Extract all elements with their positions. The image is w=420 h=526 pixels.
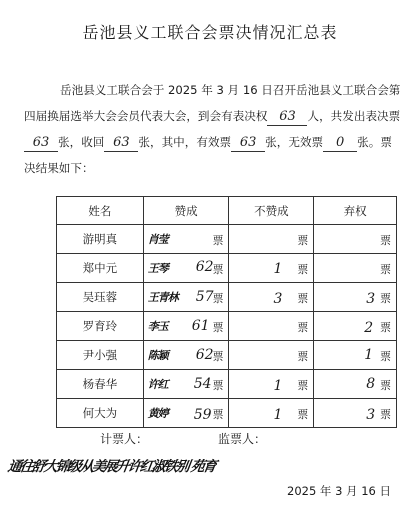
- unit-label: 票: [297, 408, 309, 421]
- document-date: 2025 年 3 月 16 日: [287, 484, 391, 498]
- unit-label: 票: [380, 263, 391, 276]
- unit-label: 票: [297, 379, 309, 392]
- unit-label: 票: [212, 234, 224, 247]
- unit-label: 票: [380, 321, 391, 334]
- candidate-name: 罗育玲: [57, 312, 144, 341]
- table-row: [57, 254, 397, 283]
- unit-label: 票: [212, 292, 224, 305]
- signature: 李玉: [147, 320, 168, 333]
- unit-label: 票: [212, 321, 224, 334]
- oppose-cell: [229, 370, 314, 399]
- monitor-label: 监票人：: [218, 432, 267, 446]
- oppose-count: 3: [273, 291, 283, 307]
- header-abstain: 弃权: [314, 197, 397, 225]
- approve-count: 57: [195, 289, 214, 305]
- oppose-count: 1: [273, 261, 283, 277]
- oppose-cell: [229, 254, 314, 283]
- approve-count: 54: [193, 376, 212, 392]
- table-row: [57, 370, 397, 399]
- page-title: 岳池县义工联合会票决情况汇总表: [82, 23, 338, 42]
- abstain-cell: [314, 225, 397, 254]
- invalid-count: 0: [323, 135, 357, 152]
- intro-paragraph: [24, 77, 402, 181]
- approve-cell: [143, 312, 229, 341]
- approve-cell: [143, 225, 229, 254]
- signature: 陈颖: [147, 349, 168, 362]
- intro-text-5: 张，无效票: [265, 135, 324, 149]
- approve-count: 59: [193, 407, 212, 423]
- candidate-name: 郑中元: [57, 254, 144, 283]
- candidate-name: 吴珏蓉: [57, 283, 144, 312]
- table-row: [57, 341, 397, 370]
- approve-count: 62: [195, 347, 214, 363]
- approve-count: 62: [195, 259, 214, 275]
- candidate-name: 游明真: [57, 225, 144, 254]
- unit-label: 票: [212, 350, 224, 363]
- approve-count: 61: [191, 318, 210, 334]
- signature: 王青林: [147, 291, 178, 304]
- intro-text-4: 张，其中，有效票: [138, 135, 232, 149]
- oppose-cell: [229, 341, 314, 370]
- abstain-cell: [314, 399, 397, 428]
- valid-count: 63: [231, 135, 265, 152]
- issued-count: 63: [24, 135, 58, 152]
- abstain-cell: [314, 283, 397, 312]
- abstain-count: 2: [364, 320, 374, 336]
- intro-text-1: 岳池县义工联合会于 2025 年 3 月 16 日召开岳池县义工联合会第四届换届选举大会会员代表大会，到会有表决权: [24, 83, 401, 123]
- unit-label: 票: [380, 408, 391, 421]
- unit-label: 票: [380, 234, 391, 247]
- approve-cell: [143, 254, 229, 283]
- attendance-count: 63: [267, 109, 307, 126]
- abstain-count: 3: [366, 407, 376, 423]
- unit-label: 票: [212, 379, 224, 392]
- signature: 黄婷: [147, 407, 168, 420]
- signature: 许红: [147, 378, 168, 391]
- unit-label: 票: [297, 350, 309, 363]
- table-header-row: [57, 197, 397, 225]
- oppose-cell: [229, 283, 314, 312]
- header-approve: 赞成: [143, 197, 229, 225]
- unit-label: 票: [380, 292, 391, 305]
- abstain-count: 8: [366, 376, 376, 392]
- unit-label: 票: [380, 379, 391, 392]
- candidate-name: 尹小强: [57, 341, 144, 370]
- unit-label: 票: [297, 263, 309, 276]
- unit-label: 票: [380, 350, 391, 363]
- candidate-name: 何大为: [57, 399, 144, 428]
- table-row: [57, 399, 397, 428]
- approve-cell: [143, 399, 229, 428]
- intro-text-3: 张，收回: [58, 135, 105, 149]
- unit-label: 票: [212, 408, 224, 421]
- header-name: 姓名: [57, 197, 144, 225]
- abstain-cell: [314, 341, 397, 370]
- table-row: [57, 312, 397, 341]
- returned-count: 63: [104, 135, 138, 152]
- unit-label: 票: [212, 263, 224, 276]
- abstain-cell: [314, 254, 397, 283]
- table-row: [57, 225, 397, 254]
- oppose-count: 1: [273, 407, 283, 423]
- candidate-name: 杨春华: [57, 370, 144, 399]
- signature: 肖莹: [147, 233, 168, 246]
- approve-cell: [143, 341, 229, 370]
- oppose-cell: [229, 312, 314, 341]
- handwritten-signatures: 通往舒大锦级从美展升许红淑铁别 苑育: [6, 459, 216, 475]
- abstain-count: 3: [366, 291, 376, 307]
- counter-label: 计票人：: [100, 432, 149, 446]
- abstain-cell: [314, 370, 397, 399]
- table-row: [57, 283, 397, 312]
- approve-cell: [143, 283, 229, 312]
- oppose-cell: [229, 399, 314, 428]
- header-oppose: 不赞成: [229, 197, 314, 225]
- unit-label: 票: [297, 321, 309, 334]
- intro-text-2: 人，共发出表决票: [307, 109, 401, 123]
- approve-cell: [143, 370, 229, 399]
- oppose-cell: [229, 225, 314, 254]
- oppose-count: 1: [273, 378, 283, 394]
- abstain-count: 1: [364, 347, 374, 363]
- unit-label: 票: [297, 292, 309, 305]
- intro-text-6: 张。票决结果如下：: [24, 135, 392, 175]
- signature: 王琴: [147, 262, 168, 275]
- unit-label: 票: [297, 234, 309, 247]
- vote-results-table: [56, 196, 397, 428]
- abstain-cell: [314, 312, 397, 341]
